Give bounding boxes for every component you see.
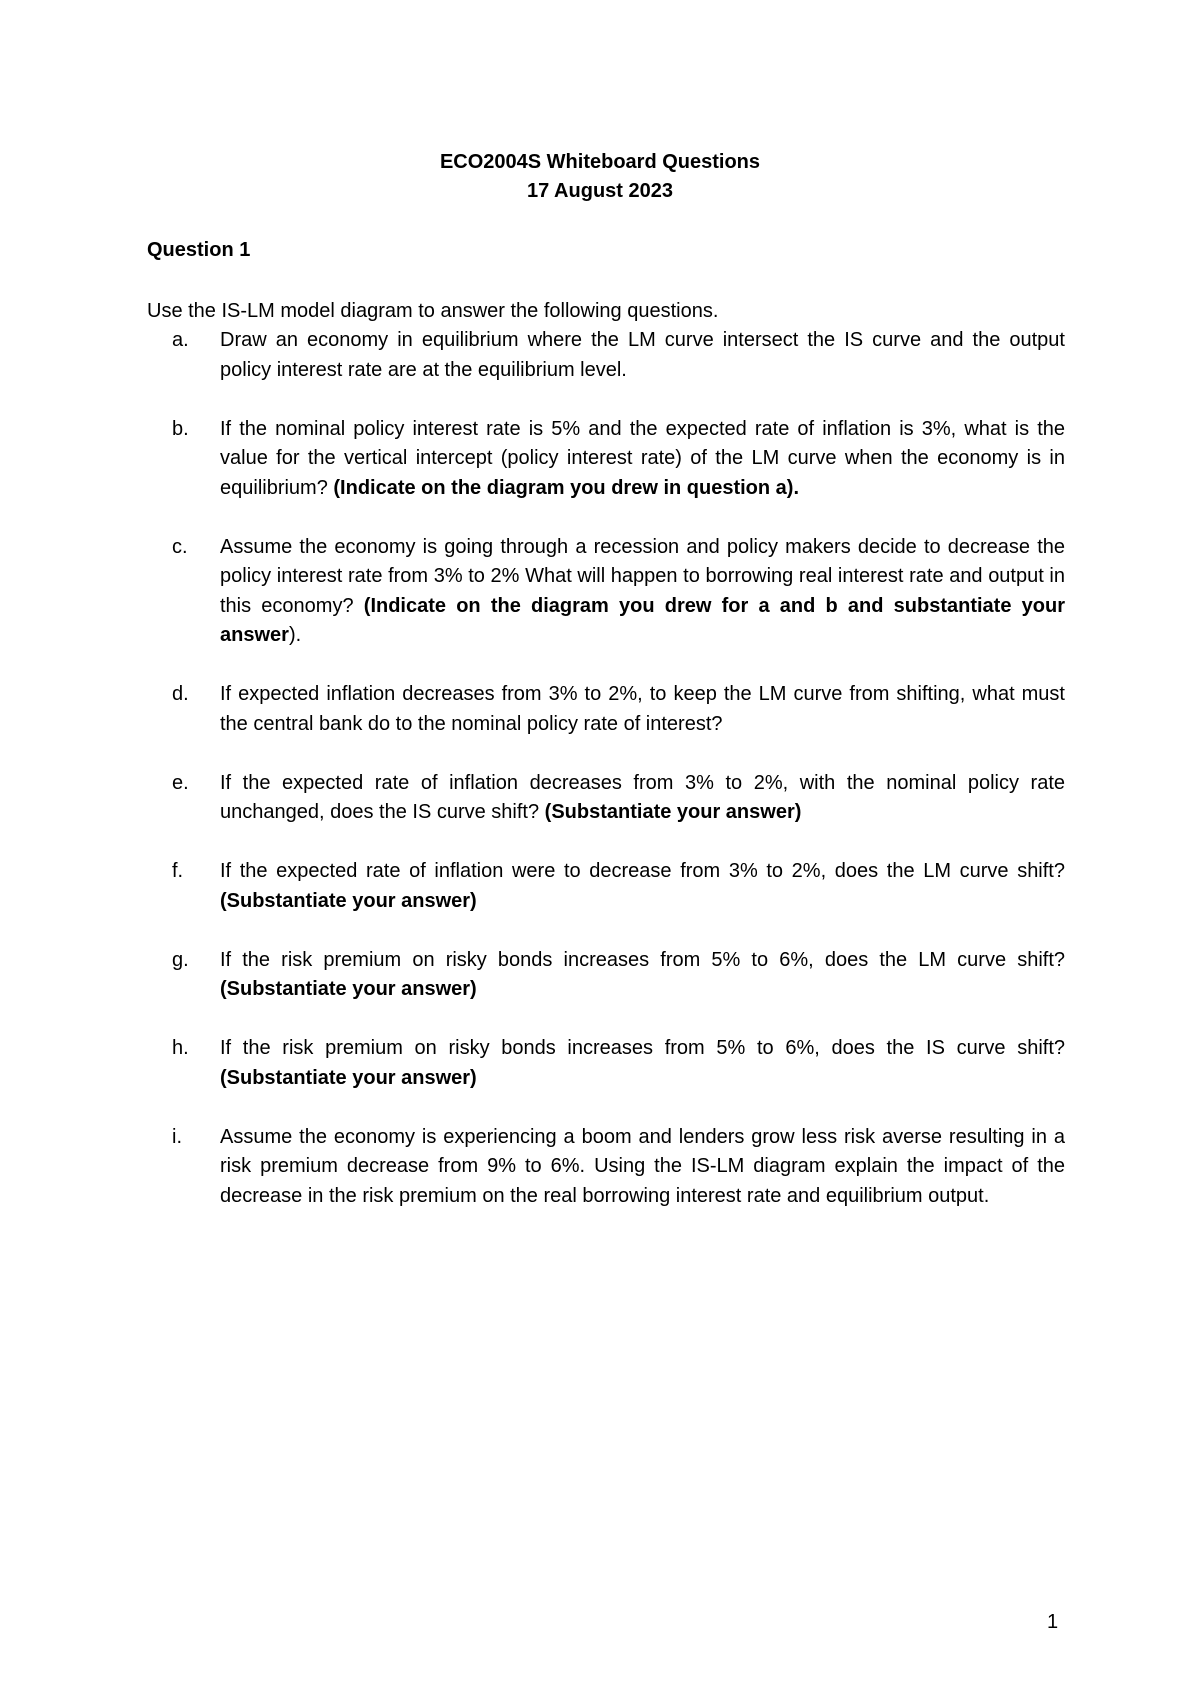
question-text: If the risk premium on risky bonds increases from 5% to 6%, does the IS curve shift? (Substantiate your answer) [220,1037,1065,1089]
question-list [147,326,1065,1241]
question-text: If the expected rate of inflation were to decrease from 3% to 2%, does the LM curve shift? (Substantiate your answer) [220,860,1065,912]
question-item-c [147,533,1065,651]
question-intro: Use the IS-LM model diagram to answer the following questions. [147,300,719,322]
question-text: If the risk premium on risky bonds increases from 5% to 6%, does the LM curve shift? (Substantiate your answer) [220,948,1065,1000]
question-letter: e. [172,771,189,794]
question-text: Assume the economy is experiencing a boom and lenders grow less risk averse resulting in a risk premium decrease from 9% to 6%. Using the IS-LM diagram explain the impact of the decrease in the risk premium on the real borrowing interest rate and equilibrium output. [220,1125,1065,1207]
question-letter: h. [172,1037,189,1059]
page-number: 1 [1047,1611,1059,1633]
question-item-d [147,680,1065,739]
question-item-h [147,1034,1065,1093]
question-item-f [147,857,1065,916]
question-text: If the expected rate of inflation decreases from 3% to 2%, with the nominal policy rate unchanged, does the IS curve shift? (Substantiate your answer) [220,771,1065,823]
document-date: 17 August 2023 [527,180,673,202]
question-letter: b. [172,417,189,440]
question-text: Draw an economy in equilibrium where the LM curve intersect the IS curve and the output policy interest rate are at the equilibrium level. [220,329,1065,381]
question-item-g [147,946,1065,1005]
question-item-a [147,326,1065,385]
document-title: ECO2004S Whiteboard Questions [439,151,761,173]
question-letter: a. [172,329,189,351]
question-letter: c. [172,535,188,558]
question-letter: d. [172,683,189,705]
question-item-i [147,1123,1065,1212]
question-heading: Question 1 [147,239,251,261]
question-letter: f. [172,860,184,882]
question-item-b [147,415,1065,504]
question-text: If expected inflation decreases from 3% to 2%, to keep the LM curve from shifting, what must the central bank do to the nominal policy rate of interest? [220,683,1065,735]
document-title-block [0,148,1200,206]
question-text: Assume the economy is going through a recession and policy makers decide to decrease the policy interest rate from 3% to 2% What will happen to borrowing real interest rate and output in this economy? (Indicate on the diagram you drew for a and b and substantiate your answer). [220,535,1065,646]
question-letter: i. [172,1125,182,1148]
question-item-e [147,769,1065,828]
question-letter: g. [172,948,189,971]
question-text: If the nominal policy interest rate is 5% and the expected rate of inflation is 3%, what is the value for the vertical intercept (policy interest rate) of the LM curve when the economy is in equilibrium? (Indicate on the diagram you drew in question a). [220,417,1065,499]
